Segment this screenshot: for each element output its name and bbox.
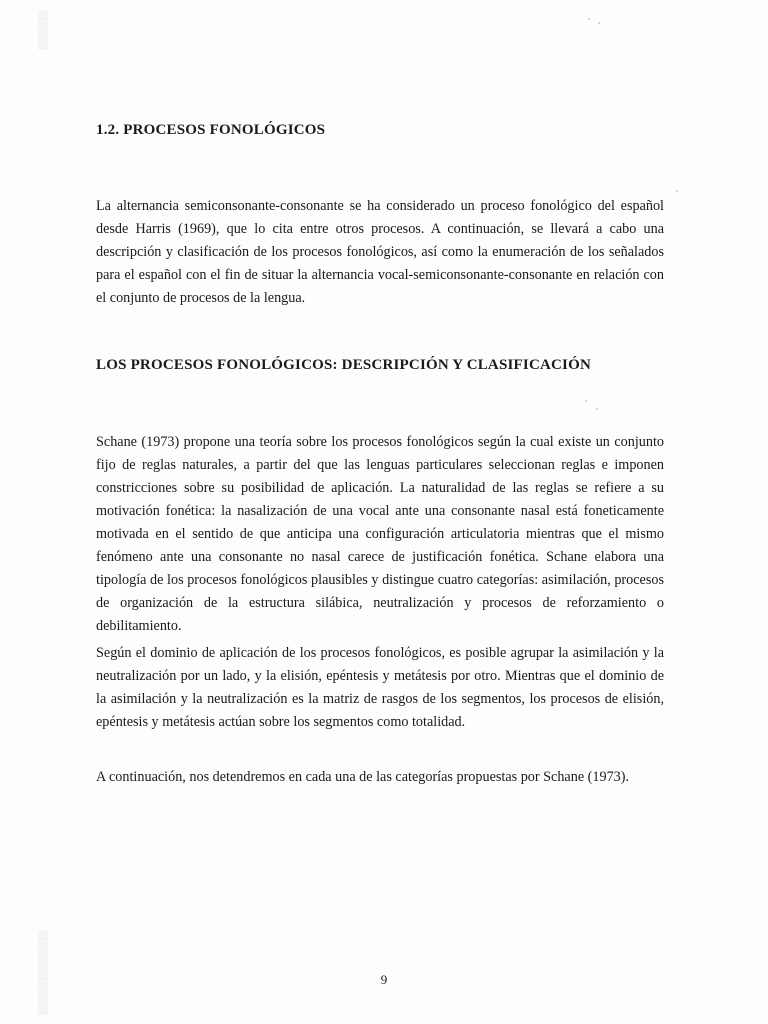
scan-speck	[588, 18, 590, 20]
subsection-heading: LOS PROCESOS FONOLÓGICOS: DESCRIPCIÓN Y CLASIFICACIÓN	[96, 357, 591, 373]
section-heading: 1.2. PROCESOS FONOLÓGICOS	[96, 122, 326, 138]
paragraph: Según el dominio de aplicación de los procesos fonológicos, es posible agrupar la asimilación y la neutralización por un lado, y la elisión, epéntesis y metátesis por otro. Mientras que el dominio de la asimilación y la neutralización es la matriz de rasgos de los segmentos, los procesos de elisión, epéntesis y metátesis actúan sobre los segmentos como totalidad.	[96, 645, 664, 730]
paragraph: Schane (1973) propone una teoría sobre los procesos fonológicos según la cual existe un conjunto fijo de reglas naturales, a partir del que las lenguas particulares seleccionan reglas e imponen constricciones sobre su posibilidad de aplicación. La naturalidad de las reglas se refiere a su motivación fonética: la nasalización de una vocal ante una consonante nasal está foneticamente motivada en el sentido de que anticipa una configuración articulatoria mientras que el mismo fenómeno ante una consonante no nasal carece de justificación fonética. Schane elabora una tipología de los procesos fonológicos plausibles y distingue cuatro categorías: asimilación, procesos de organización de la estructura silábica, neutralización y procesos de reforzamiento o debilitamiento.	[96, 434, 664, 634]
page-number: 9	[380, 972, 388, 987]
paragraph: A continuación, nos detendremos en cada una de las categorías propuestas por Schane (1973).	[96, 769, 630, 785]
scan-speck	[598, 22, 600, 24]
paragraph: La alternancia semiconsonante-consonante se ha considerado un proceso fonológico del español desde Harris (1969), que lo cita entre otros procesos. A continuación, se llevará a cabo una descripción y clasificación de los procesos fonológicos, así como la enumeración de los señalados para el español con el fin de situar la alternancia vocal-semiconsonante-consonante en relación con el conjunto de procesos de la lengua.	[96, 198, 664, 306]
scan-speck	[585, 400, 587, 402]
scan-edge-top-left	[38, 10, 48, 50]
scan-speck	[596, 408, 598, 410]
scan-speck	[676, 190, 678, 192]
